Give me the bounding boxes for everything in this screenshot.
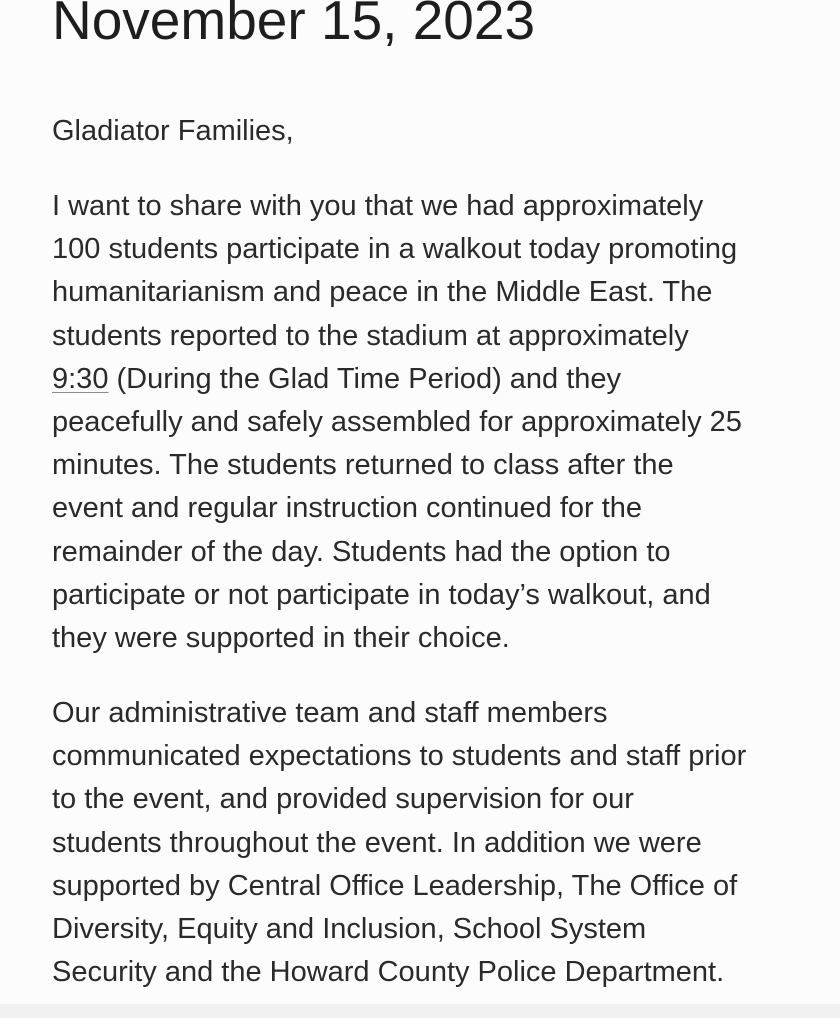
text-line: remainder of the day. Students had the option to [52,535,671,568]
bottom-edge [0,1004,840,1018]
paragraph-walkout-summary [52,185,742,660]
text-line: communicated expectations to students and staff prior [52,740,747,773]
text-line: minutes. The students returned to class after the [52,449,674,482]
paragraph-staff-support [52,692,746,994]
text-line-rest: (During the Glad Time Period) and they [108,362,622,395]
text-line: students throughout the event. In addition we were [52,826,702,859]
text-line: Security and the Howard County Police Department. [52,956,725,989]
text-line: they were supported in their choice. [52,622,510,655]
text-line: supported by Central Office Leadership, The Office of [52,869,738,902]
text-line: Our administrative team and staff members [52,697,608,729]
letter-greeting: Gladiator Families, [52,115,294,147]
text-line: participate or not participate in today’s walkout, and [52,578,711,611]
text-line: Diversity, Equity and Inclusion, School System [52,913,647,946]
text-line: 100 students participate in a walkout today promoting [52,233,738,266]
text-line [52,358,742,401]
text-line: humanitarianism and peace in the Middle East. The [52,276,713,309]
time-link[interactable]: 9:30 [52,362,109,395]
text-line: to the event, and provided supervision for our [52,783,634,816]
text-line: event and regular instruction continued for the [52,492,643,525]
text-line: peacefully and safely assembled for approximately 25 [52,406,742,439]
text-line: I want to share with you that we had approximately [52,190,704,222]
letter-date: November 15, 2023 [52,0,536,51]
text-line: students reported to the stadium at approximately [52,319,689,352]
